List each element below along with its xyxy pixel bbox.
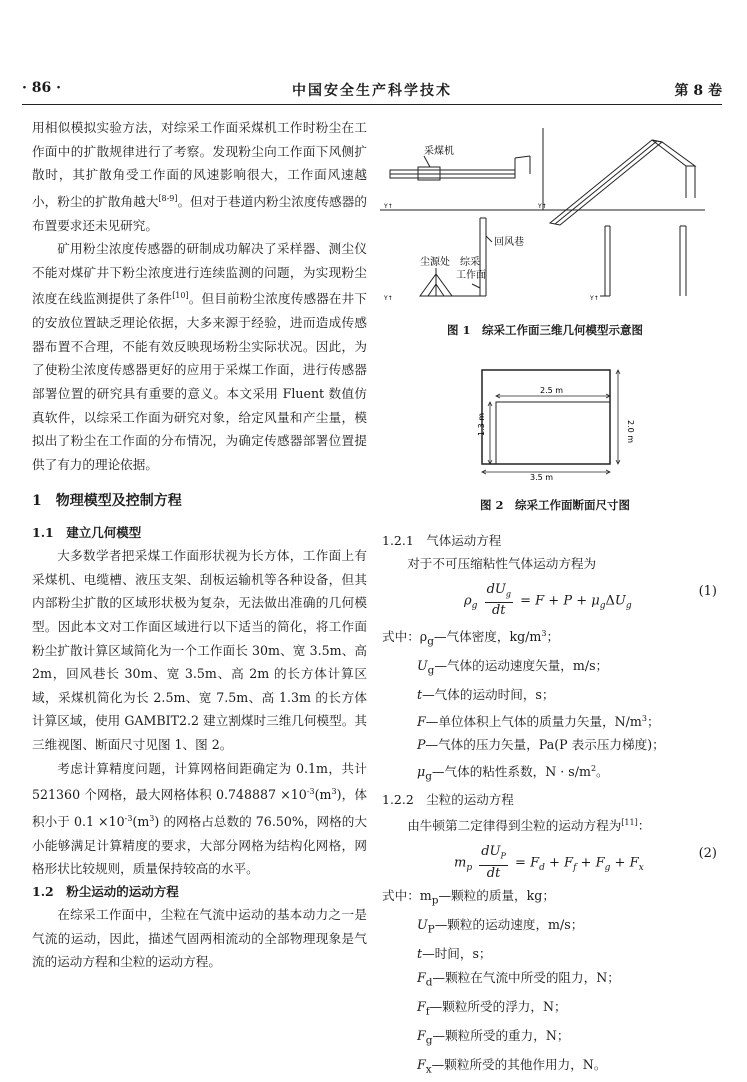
section-1-2-1-heading: 1.2.1 气体运动方程 [382,533,502,548]
label-face-1: 综采 [460,257,480,268]
particle-equation-intro: 由牛顿第二定律得到尘粒的运动方程为[11]： [407,818,651,834]
paragraph-4: 考虑计算精度问题，计算网格间距确定为 0.1m，共计 521360 个网格，最大网格体积 $0.748887 \times 10^{-3}(m^3)$，体积小于 $0.1 \times 10^{-3}(m^3)$ 的网格占总数的 76.50%，网格的大小能够满足计算精度的要求，大部分网格为结构化网格，网格形状比较规则，质量保持较高的水平。 [32,760,367,877]
section-1-2-heading: 1.2 粉尘运动的运动方程 [32,883,179,899]
equation-2: $m_p$ $\frac{dU_P}{dt}$ = $F_d + F_f + F_g + F_x$ (2) [454,844,717,881]
running-header [22,80,722,102]
dim-outer-width: 3.5 m [530,473,554,482]
def-other-forces: $F_x—$颗粒所受的其他作用力，N。 [417,1057,607,1076]
figure-2 [470,368,640,483]
paragraph-5: 在综采工作面中，尘粒在气流中运动的基本动力之一是气流的运动，因此，描述气固两相流动的全部物理现象是气流的运动方程和尘粒的运动方程。 [32,906,367,970]
label-return-airway: 回风巷 [494,237,524,248]
section-1-heading: 1 物理模型及控制方程 [32,493,182,510]
figure-1-caption: 图 1 综采工作面三维几何模型示意图 [446,323,643,337]
particle-symbol-definitions [382,884,717,1082]
equation-2-number: (2) [698,846,717,862]
def-pressure: P—气体的压力矢量，Pa(P 表示压力梯度)； [417,737,665,753]
axis-icon-top-left: Y↑ [384,203,393,210]
paragraph-1: 用相似模拟实验方法，对综采工作面采煤机工作时粉尘在工作面中的扩散规律进行了考察。发现粉尘向工作面下风侧扩散时，其扩散角受工作面的风速影响很大，工作面风速越小，粉尘的扩散角越大[8-9]。但对于巷道内粉尘浓度传感器的布置要求还未见研究。 [32,120,368,233]
paragraph-2: 矿用粉尘浓度传感器的研制成功解决了采样器、测尘仪不能对煤矿井下粉尘浓度进行连续监测的问题，为实现粉尘浓度在线监测提供了条件[10]。但目前粉尘浓度传感器在井下的安放位置缺乏理论依据，大多来源于经验，进而造成传感器布置不合理，不能有效反映现场粉尘实际状况。因此，为了使粉尘浓度传感器更好的应用于采煤工作面，进行传感器部署位置的研究具有重要的意义。本文采用 Fluent 数值仿真软件，以综采工作面为研究对象，给定风量和产尘量，模拟出了粉尘在工作面的分布情况，为确定传感器部署位置提供了有力的理论依据。 [32,241,368,472]
gas-equation-intro: 对于不可压缩粘性气体运动方程为 [407,556,597,571]
def-mass-force: F—单位体积上气体的质量力矢量，$N/m^3$； [417,713,660,729]
page-number: · 86 · [22,80,61,96]
axis-icon-bottom-right: Y↑ [590,295,599,302]
section-1-2-2-heading: 1.2.2 尘粒的运动方程 [382,792,514,808]
def-drag-force: $F_d—$颗粒在气流中所受的阻力，N； [417,969,620,989]
label-face-2: 工作面 [456,270,486,281]
volume-number: 第 8 卷 [674,83,722,99]
right-column [382,530,717,1082]
gas-symbol-definitions [382,622,717,790]
section-1-1-heading: 1.1 建立几何模型 [32,525,142,541]
figure-1-drawing [380,128,710,313]
figure-2-caption: 图 2 综采工作面断面尺寸图 [479,498,630,512]
equation-1-number: (1) [698,583,717,599]
label-shearer: 采煤机 [424,146,454,157]
def-particle-velocity: $U_P—$颗粒的运动速度，m/s； [417,917,584,936]
dim-outer-height: 2.0 m [626,420,635,444]
label-dust-source: 尘源处 [420,257,450,268]
figure-1 [380,128,710,313]
dim-inner-width: 2.5 m [540,386,564,395]
figure-2-drawing [470,368,640,483]
def-gas-density: 式中：$\rho_g—$气体密度，$kg/m^3$； [382,628,560,648]
def-viscosity: $\mu_g—$气体的粘性系数，$N \cdot s/m^2$。 [417,763,609,783]
def-particle-mass: 式中：$m_p—$颗粒的质量，kg； [382,888,555,907]
equation-1: $\rho_g$ $\frac{dU_g}{dt}$ = $F + P + \mu_g\Delta U_g$ (1) [464,581,717,619]
outer-section-rect [482,370,610,464]
dim-inner-height: 1.3 m [477,412,486,436]
def-gas-velocity: $U_g—$气体的运动速度矢量，m/s； [417,657,609,677]
axis-icon-mid: Y↑ [538,203,547,210]
paragraph-3: 大多数学者把采煤工作面形状视为长方体，工作面上有采煤机、电缆槽、液压支架、刮板运输机等各种设备，但其内部粉尘扩散的区域形状极为复杂，无法做出准确的几何模型。因此本文对工作面区域进行以下适当的简化，将工作面粉尘扩散计算区域简化为一个工作面长 30m、宽 3.5m、高 2m，回风巷长 30m、宽 3.5m、高 2m 的长方体计算区域，采煤机简化为长 2.5m、宽 7.5m、高 1.3m 的长方体计算区域，使用 GAMBIT2.2 建立割煤时三维几何模型。其三维视图、断面尺寸见图 1、图 2。 [32,548,367,753]
def-buoyancy: $F_f—$颗粒所受的浮力，N； [417,998,567,1018]
axis-icon-bottom-left: Y↑ [384,295,393,302]
header-rule [22,104,722,105]
def-particle-time: t—时间，s； [417,946,492,962]
left-column [32,116,367,974]
journal-title: 中国安全生产科学技术 [292,83,452,99]
inner-section-rect [496,402,610,464]
def-gravity: $F_g—$颗粒所受的重力，N； [417,1028,570,1047]
def-gas-time: t—气体的运动时间，s； [417,687,555,702]
